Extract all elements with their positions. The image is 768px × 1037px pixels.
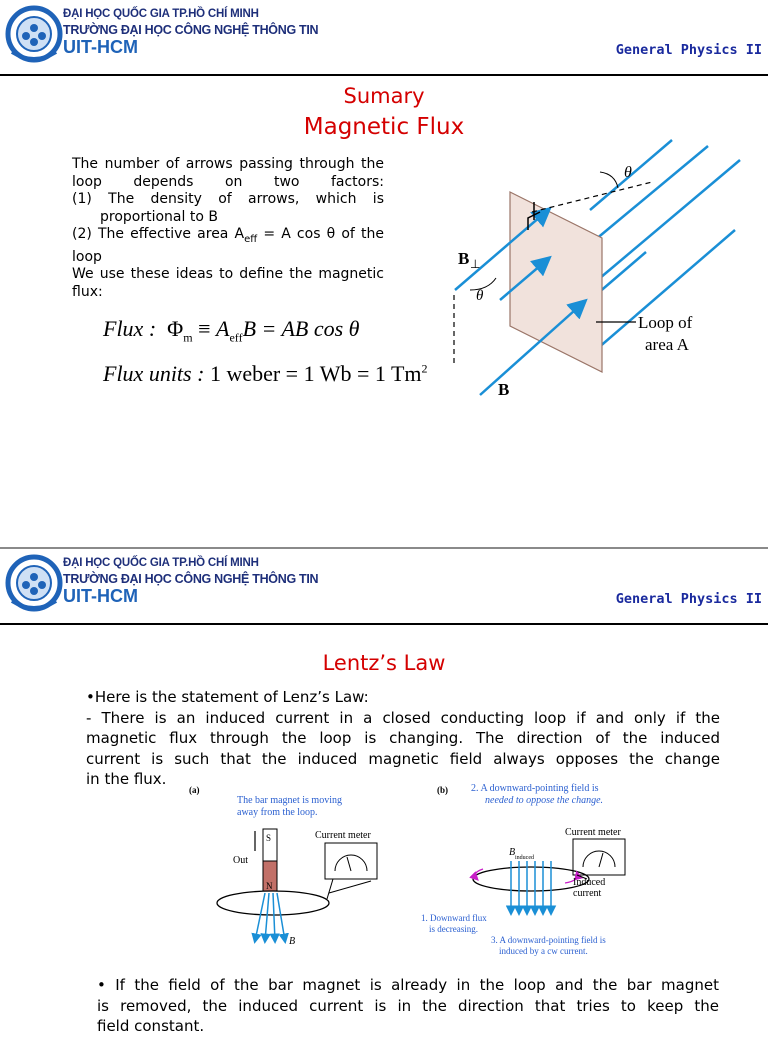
school-name: TRƯỜNG ĐẠI HỌC CÔNG NGHỆ THÔNG TIN xyxy=(63,23,319,37)
panel-b-caption: 2. A downward-pointing field is xyxy=(471,783,599,794)
eq-body: 1 weber = 1 Wb = 1 Tm xyxy=(204,361,422,386)
paragraph-line: field constant. xyxy=(97,1017,205,1035)
eq-symbol: A xyxy=(216,316,230,341)
uit-logo-icon xyxy=(6,553,62,613)
paragraph-line: is removed, the induced current is in the direction that tries to keep the xyxy=(97,996,719,1015)
induced-current-label: Induced xyxy=(573,877,606,888)
b-perp-label: B xyxy=(458,249,470,268)
magnetic-flux-figure xyxy=(440,150,768,400)
theta-label: θ xyxy=(624,164,632,181)
slide-header xyxy=(0,549,768,627)
note-1: is decreasing. xyxy=(429,924,478,934)
course-name: General Physics II xyxy=(615,591,762,607)
current-meter-label: Current meter xyxy=(565,827,621,838)
paragraph: •Here is the statement of Lenz’s Law: xyxy=(86,688,369,706)
eq-body: B = AB cos θ xyxy=(242,316,360,341)
eq-symbol: ≡ xyxy=(192,316,217,341)
eq-symbol: Φ xyxy=(167,316,184,341)
school-name: TRƯỜNG ĐẠI HỌC CÔNG NGHỆ THÔNG TIN xyxy=(63,572,319,586)
note-3: induced by a cw current. xyxy=(499,946,588,956)
lenz-bullet xyxy=(97,975,719,1037)
theta-label: θ xyxy=(476,288,484,304)
panel-a-label: (a) xyxy=(189,785,200,795)
flux-equation xyxy=(103,316,359,345)
school-short-name: UIT-HCM xyxy=(63,586,138,606)
slide-title: Lentz’s Law xyxy=(322,651,446,675)
panel-a-caption: away from the loop. xyxy=(237,807,318,818)
note-1: 1. Downward flux xyxy=(421,913,487,923)
paragraph-line: magnetic flux through the loop is changing. The direction of the induced xyxy=(86,729,720,747)
b-label: B xyxy=(498,380,510,399)
slide-subtitle: Magnetic Flux xyxy=(303,114,465,140)
paragraph-line: • If the field of the bar magnet is already in the loop and the bar magnet xyxy=(97,976,719,994)
flux-text xyxy=(72,156,384,302)
list-item xyxy=(72,226,384,248)
subscript: eff xyxy=(229,330,243,345)
list-item-continuation: proportional to B xyxy=(100,208,218,225)
eq-label: Flux units : xyxy=(103,361,205,386)
subscript: eff xyxy=(244,234,258,246)
course-name: General Physics II xyxy=(615,42,762,58)
item-text: (2) The effective area A xyxy=(72,226,245,243)
b-induced-label: B xyxy=(509,847,516,858)
panel-b-label: (b) xyxy=(437,785,448,795)
list-item: (1) The density of arrows, which is xyxy=(72,191,384,208)
eq-label: Flux : xyxy=(103,316,157,341)
field-b-label: B xyxy=(289,936,296,947)
lenz-text xyxy=(86,687,720,790)
school-short-name: UIT-HCM xyxy=(63,37,138,57)
b-perp-subscript: ⊥ xyxy=(470,257,481,271)
panel-b-caption: needed to oppose the change. xyxy=(485,795,604,806)
superscript: 2 xyxy=(421,361,428,376)
panel-a-caption: The bar magnet is moving xyxy=(237,795,342,806)
paragraph: The number of arrows passing through the loop depends on two factors: xyxy=(72,156,384,190)
out-label: Out xyxy=(233,855,248,866)
slide-title: Sumary xyxy=(343,84,425,108)
paragraph: We use these ideas to define the magnetic flux: xyxy=(72,266,384,300)
subscript: m xyxy=(183,330,193,345)
current-meter-label: Current meter xyxy=(315,830,371,841)
note-3: 3. A downward-pointing field is xyxy=(491,935,606,945)
paragraph-line: - There is an induced current in a closed conducting loop if and only if the xyxy=(86,708,720,727)
flux-units-equation xyxy=(103,361,428,387)
list-item-continuation: loop xyxy=(72,248,102,265)
header-rule xyxy=(0,623,768,625)
loop-label: Loop of xyxy=(638,313,693,332)
paragraph-line: current is such that the induced magnetic field always opposes the change xyxy=(86,749,720,768)
magnet-north-label: N xyxy=(266,881,273,891)
uit-logo-icon xyxy=(6,4,62,64)
loop-area-label: area A xyxy=(645,335,689,354)
slide-lenz-law xyxy=(0,549,768,1035)
lenz-law-figure xyxy=(185,781,665,961)
magnet-south-label: S xyxy=(266,833,272,843)
slide-header xyxy=(0,0,768,78)
item-text: = A cos θ of the xyxy=(257,226,384,243)
university-name: ĐẠI HỌC QUỐC GIA TP.HỒ CHÍ MINH xyxy=(63,557,259,569)
paragraph-line: in the flux. xyxy=(86,770,167,788)
induced-current-label: current xyxy=(573,888,602,899)
university-name: ĐẠI HỌC QUỐC GIA TP.HỒ CHÍ MINH xyxy=(63,8,259,20)
header-rule xyxy=(0,74,768,76)
b-induced-subscript: induced xyxy=(515,855,534,861)
